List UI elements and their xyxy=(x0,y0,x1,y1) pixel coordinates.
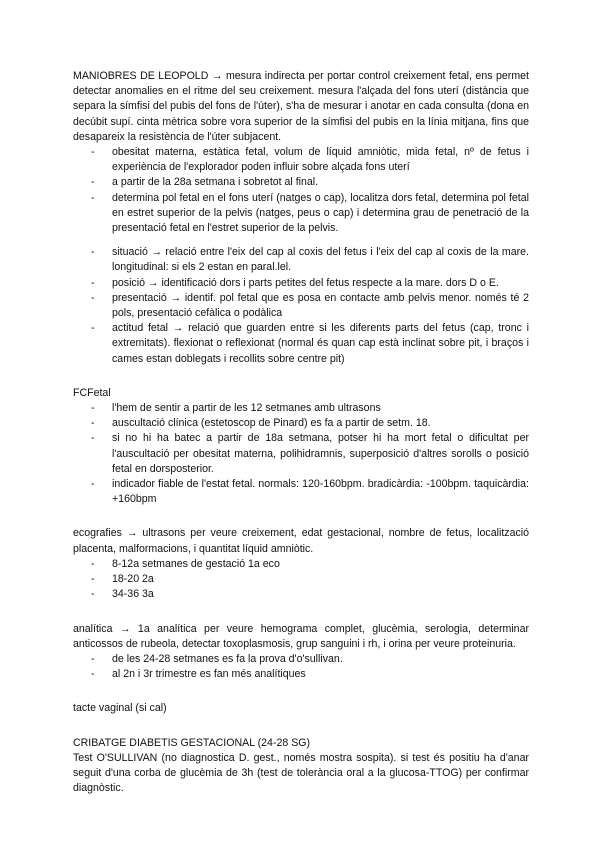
tacte-vaginal: tacte vaginal (si cal) xyxy=(73,702,167,715)
leopold-section xyxy=(73,69,529,367)
cribatge-section xyxy=(73,736,529,797)
document-body xyxy=(73,69,529,796)
list-item: - a partir de la 28a setmana i sobretot al final. xyxy=(91,175,529,190)
list-item: - presentació → identif. pol fetal que es posa en contacte amb pelvis menor. només té 2 pols, presentació cefàlica o podàlica xyxy=(91,291,529,321)
ecografies-intro: ecografies → ultrasons per veure creixement, edat gestacional, nombre de fetus, localització placenta, malformacions, i quantitat líquid amniòtic. xyxy=(73,527,529,555)
list-item: - 18-20 2a xyxy=(91,572,529,587)
list-item: - de les 24-28 setmanes es fa la prova d'o'sullivan. xyxy=(91,652,529,667)
analitica-intro: analítica → 1a analítica per veure hemograma complet, glucèmia, serologia, determinar anticossos de rubeola, detectar toxoplasmosis, grup sanguini i rh, i orina per veure proteinuria. xyxy=(73,622,529,650)
list-item: - l'hem de sentir a partir de les 12 setmanes amb ultrasons xyxy=(91,401,529,416)
fcfetal-list xyxy=(73,401,529,507)
fcfetal-title: FCFetal xyxy=(73,386,111,399)
list-item: - posició → identificació dors i parts petites del fetus respecte a la mare. dors D o E. xyxy=(91,276,529,291)
leopold-intro: MANIOBRES DE LEOPOLD → mesura indirecta per portar control creixement fetal, ens permet detectar anomalies en el ritme del seu creixement. mesura l'alçada del fons uterí (distància que separa la símfisi del pubis del fons de l'úter), s'ha de mesurar i anotar en cada consulta (dona en decúbit supí. cinta mètrica sobre vora superior de la símfisi del pubis en la línia mitjana, fins que desapareix la resistència de l'úter subjacent. xyxy=(73,70,529,143)
list-item: - determina pol fetal en el fons uterí (natges o cap), localitza dors fetal, determina pol fetal en estret superior de la pelvis (natges, peus o cap) i determina grau de penetració de la presentació fetal en l'estret superior de la pelvis. xyxy=(91,191,529,237)
list-item: - actitud fetal → relació que guarden entre si les diferents parts del fetus (cap, tronc i extremitats). flexionat o reflexionat (normal és quan cap està inclinat sobre pit, i braços i cames estan doblegats i recollits sobre centre pit) xyxy=(91,321,529,367)
cribatge-text: Test O'SULLIVAN (no diagnostica D. gest., només mostra sospita). si test és positiu ha d'anar seguit d'una corba de glucèmia de 3h (test de tolerància oral a la glucosa-TTOG) per confirmar diagnòstic. xyxy=(73,751,529,795)
leopold-list-b xyxy=(73,245,529,367)
list-item: - al 2n i 3r trimestre es fan més analítiques xyxy=(91,667,529,682)
fcfetal-section xyxy=(73,386,529,508)
leopold-list-a xyxy=(73,145,529,236)
analitica-section xyxy=(73,622,529,683)
ecografies-list xyxy=(73,557,529,603)
ecografies-section xyxy=(73,526,529,602)
list-item: - indicador fiable de l'estat fetal. normals: 120-160bpm. bradicàrdia: -100bpm. taquicàrdia: +160bpm xyxy=(91,477,529,507)
list-item: - 34-36 3a xyxy=(91,587,529,602)
list-item: - situació → relació entre l'eix del cap al coxis del fetus i l'eix del cap al coxis de la mare. longitudinal: si els 2 estan en paral.lel. xyxy=(91,245,529,275)
cribatge-title: CRIBATGE DIABETIS GESTACIONAL (24-28 SG) xyxy=(73,736,311,749)
list-item: - si no hi ha batec a partir de 18a setmana, potser hi ha mort fetal o dificultat per l'auscultació per obesitat materna, polihidramnis, superposició d'altres sorolls o posició fetal en dorsposterior. xyxy=(91,431,529,477)
list-item: - obesitat materna, estàtica fetal, volum de líquid amniòtic, mida fetal, nº de fetus i experiència de l'explorador poden influir sobre alçada fons uterí xyxy=(91,145,529,175)
list-item: - auscultació clínica (estetoscop de Pinard) es fa a partir de setm. 18. xyxy=(91,416,529,431)
list-item: - 8-12a setmanes de gestació 1a eco xyxy=(91,557,529,572)
analitica-list xyxy=(73,652,529,682)
